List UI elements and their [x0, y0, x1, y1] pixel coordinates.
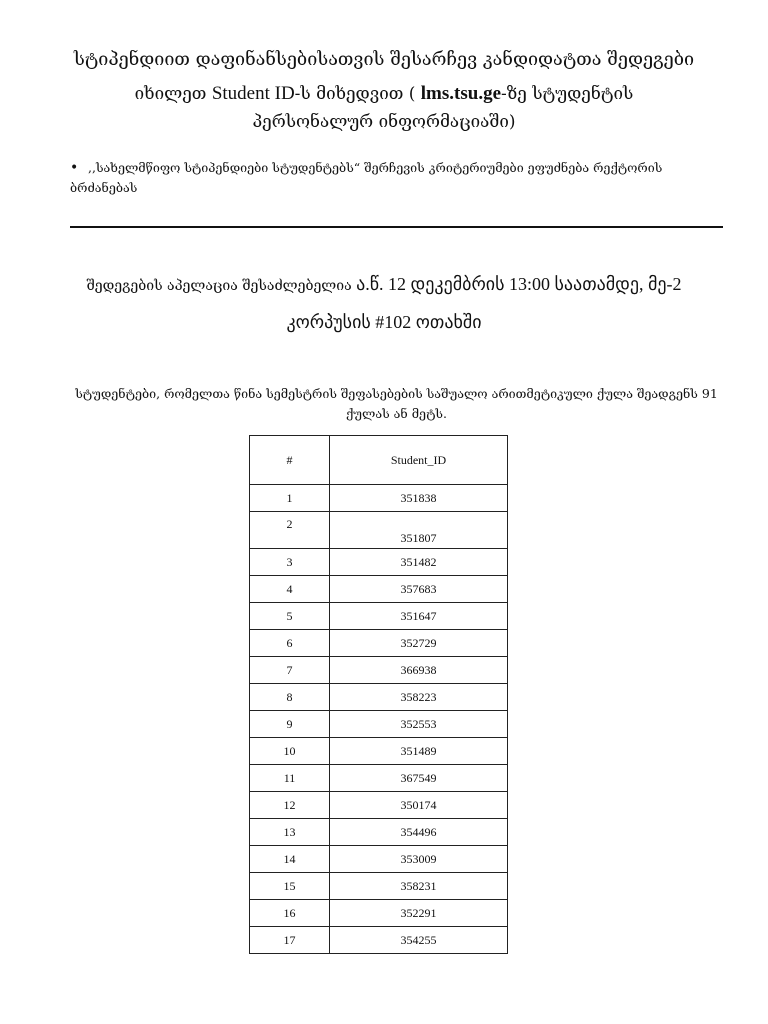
row-student-id: 351807 — [330, 512, 508, 549]
page-title: სტიპენდიით დაფინანსებისათვის შესარჩევ კანდიდატთა შედეგები — [73, 49, 695, 70]
row-number: 6 — [250, 630, 330, 657]
row-student-id: 351489 — [330, 738, 508, 765]
row-student-id: 351647 — [330, 603, 508, 630]
row-number: 4 — [250, 576, 330, 603]
table-row — [250, 576, 508, 603]
row-number: 12 — [250, 792, 330, 819]
row-student-id: 351482 — [330, 549, 508, 576]
row-student-id: 350174 — [330, 792, 508, 819]
row-student-id: 352729 — [330, 630, 508, 657]
table-row — [250, 549, 508, 576]
row-number: 2 — [250, 512, 330, 549]
header-student-id: Student_ID — [330, 436, 508, 485]
row-number: 7 — [250, 657, 330, 684]
results-table — [249, 435, 508, 954]
row-number: 9 — [250, 711, 330, 738]
subtitle-student-id: Student ID — [211, 83, 295, 104]
table-row — [250, 512, 508, 549]
row-student-id: 358231 — [330, 873, 508, 900]
table-row — [250, 792, 508, 819]
table-row — [250, 765, 508, 792]
row-student-id: 353009 — [330, 846, 508, 873]
row-student-id: 354255 — [330, 927, 508, 954]
row-number: 3 — [250, 549, 330, 576]
row-number: 1 — [250, 485, 330, 512]
row-number: 17 — [250, 927, 330, 954]
row-student-id: 352291 — [330, 900, 508, 927]
table-header-row — [250, 436, 508, 485]
divider — [70, 226, 723, 228]
table-row — [250, 485, 508, 512]
subtitle-line2: პერსონალურ ინფორმაციაში) — [252, 112, 516, 132]
appeal-location: კორპუსის #102 ოთახში — [286, 312, 482, 332]
row-student-id: 357683 — [330, 576, 508, 603]
table-row — [250, 873, 508, 900]
bullet-icon: • — [70, 160, 79, 176]
table-row — [250, 657, 508, 684]
criteria-note — [70, 158, 730, 198]
row-number: 8 — [250, 684, 330, 711]
lms-link[interactable]: lms.tsu.ge — [420, 83, 502, 104]
row-number: 14 — [250, 846, 330, 873]
row-student-id: 354496 — [330, 819, 508, 846]
table-row — [250, 630, 508, 657]
subtitle-prefix: იხილეთ — [134, 84, 207, 104]
criteria-note-text: ,,სახელმწიფო სტიპენდიები სტუდენტებს“ შერჩევის კრიტერიუმები ეფუძნება რექტორის ბრძანებას — [70, 160, 663, 195]
subtitle-after-id: -ს მიხედვით ( — [294, 84, 416, 104]
row-number: 16 — [250, 900, 330, 927]
table-row — [250, 927, 508, 954]
eligibility-criteria: სტუდენტები, რომელთა წინა სემესტრის შეფასებების საშუალო არითმეტიკული ქულა შეადგენს 91 ქულას ან მეტს. — [75, 386, 718, 421]
table-row — [250, 900, 508, 927]
page-subtitle — [0, 80, 768, 136]
table-row — [250, 684, 508, 711]
row-student-id: 351838 — [330, 485, 508, 512]
table-row — [250, 711, 508, 738]
appeal-notice — [0, 266, 768, 342]
row-number: 11 — [250, 765, 330, 792]
row-number: 10 — [250, 738, 330, 765]
header-number: # — [250, 436, 330, 485]
table-row — [250, 738, 508, 765]
table-row — [250, 603, 508, 630]
row-student-id: 352553 — [330, 711, 508, 738]
table-row — [250, 846, 508, 873]
row-number: 15 — [250, 873, 330, 900]
table-row — [250, 819, 508, 846]
row-student-id: 358223 — [330, 684, 508, 711]
appeal-line1-prefix: შედეგების აპელაცია შესაძლებელია — [86, 278, 357, 294]
row-student-id: 366938 — [330, 657, 508, 684]
row-number: 5 — [250, 603, 330, 630]
subtitle-after-link: -ზე სტუდენტის — [501, 84, 634, 104]
row-number: 13 — [250, 819, 330, 846]
appeal-deadline: ა.წ. 12 დეკემბრის 13:00 საათამდე, მე-2 — [356, 274, 682, 294]
row-student-id: 367549 — [330, 765, 508, 792]
